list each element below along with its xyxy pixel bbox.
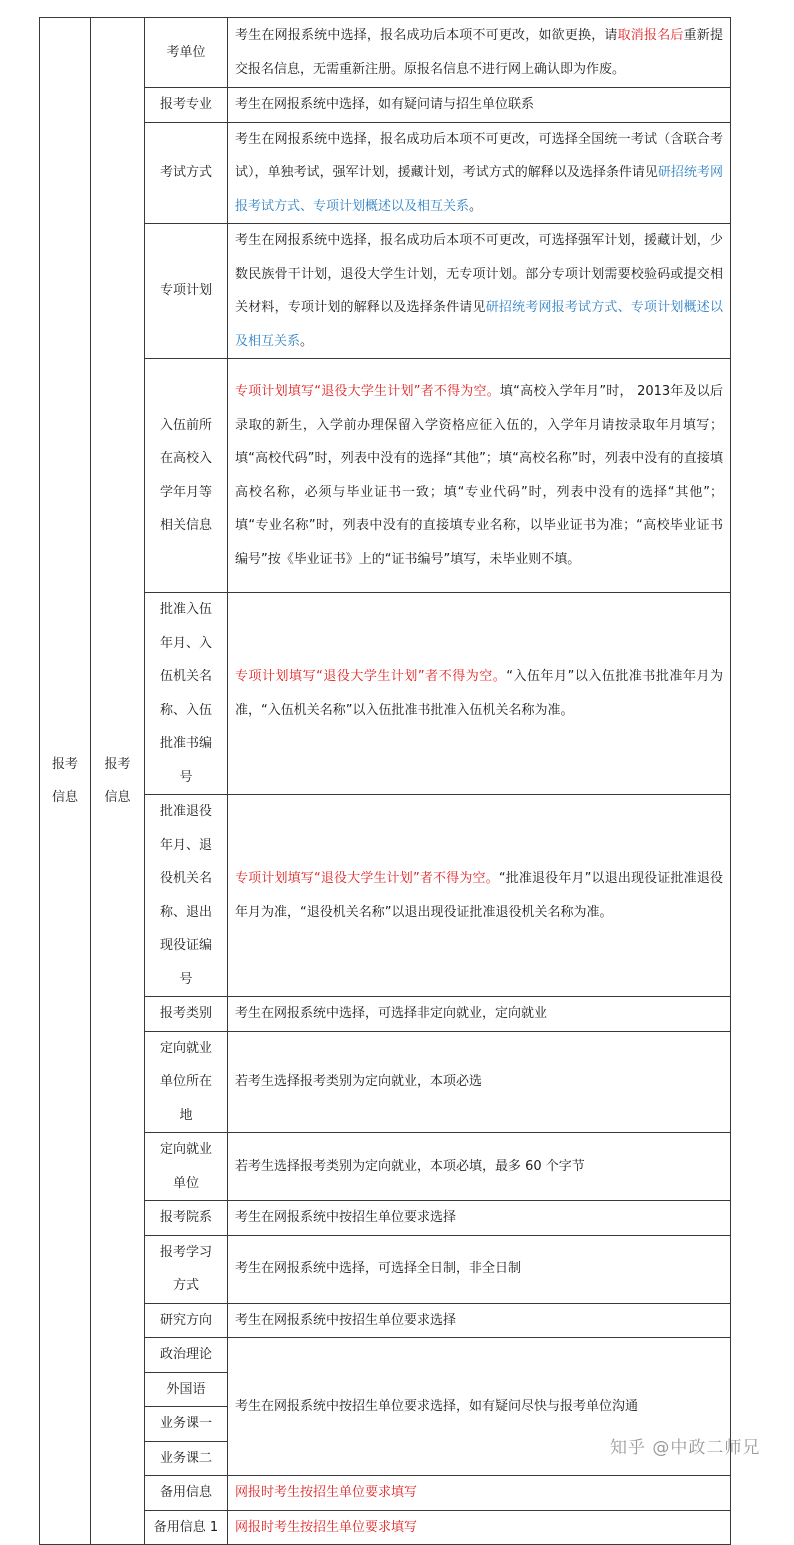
field-name: 定向就业单位	[145, 1133, 228, 1201]
field-description	[228, 18, 731, 88]
desc-text: 填“高校入学年月”时， 2013年及以后录取的新生，入学前办理保留入学资格应征入伍的，入学年月请按录取年月填写；填“高校代码”时，列表中没有的选择“其他”；填“高校名称”时，列表中没有的直接填高校名称，必须与毕业证书一致；填“专业代码”时，列表中没有的选择“其他”；填“专业名称”时，列表中没有的直接填专业名称，以毕业证书为准；“高校毕业证书编号”按《毕业证书》上的“证书编号”填写，未毕业则不填。	[235, 384, 723, 567]
subcategory-cell: 报考信息	[91, 18, 145, 1545]
exam-mode-link[interactable]: 研招统考网报考试方式、专项计划概述以及相互关系	[235, 165, 723, 214]
subject-name: 外国语	[145, 1372, 228, 1407]
field-name: 备用信息	[145, 1476, 228, 1511]
field-name: 备用信息 1	[145, 1510, 228, 1545]
desc-text: 。	[300, 333, 314, 349]
field-name: 研究方向	[145, 1303, 228, 1338]
category-cell: 报考信息	[40, 18, 91, 1545]
desc-text: 重新提交报名信息，无需重新注册。原报名信息不进行网上确认即为作废。	[235, 28, 723, 77]
desc-highlight: 取消报名后	[617, 28, 684, 43]
desc-text: 考生在网报系统中选择，报名成功后本项不可更改，可选择全国统一考试（含联合考试），单独考试，强军计划，援藏计划，考试方式的解释以及选择条件请见	[235, 131, 723, 180]
desc-text: 。	[469, 198, 483, 214]
desc-text: 考生在网报系统中选择，报名成功后本项不可更改，可选择强军计划，援藏计划，少数民族骨干计划，退役大学生计划，无专项计划。部分专项计划需要校验码或提交相关材料，专项计划的解释以及选择条件请见	[235, 233, 723, 315]
special-plan-link[interactable]: 研招统考网报考试方式、专项计划概述以及相互关系	[235, 300, 723, 349]
desc-highlight: 专项计划填写“退役大学生计划”者不得为空。	[235, 871, 499, 886]
field-name: 考试方式	[145, 122, 228, 224]
field-description: 考生在网报系统中选择，可选择非定向就业，定向就业	[228, 997, 731, 1032]
desc-text: 考生在网报系统中选择，报名成功后本项不可更改，如欲更换，请	[235, 28, 618, 43]
field-name: 入伍前所在高校入学年月等相关信息	[145, 359, 228, 593]
field-description	[228, 122, 731, 224]
field-name: 定向就业单位所在地	[145, 1031, 228, 1133]
field-name: 批准入伍年月、入伍机关名称、入伍批准书编号	[145, 593, 228, 795]
registration-info-table	[39, 17, 731, 1545]
field-name: 报考学习方式	[145, 1235, 228, 1303]
field-name: 专项计划	[145, 224, 228, 359]
field-description: 考生在网报系统中按招生单位要求选择	[228, 1303, 731, 1338]
field-description: 若考生选择报考类别为定向就业，本项必填，最多 60 个字节	[228, 1133, 731, 1201]
field-name: 报考院系	[145, 1201, 228, 1236]
field-name: 报考专业	[145, 88, 228, 123]
desc-text: “入伍年月”以入伍批准书批准年月为准，“入伍机关名称”以入伍批准书批准入伍机关名称为准。	[235, 669, 723, 718]
field-description: 考生在网报系统中按招生单位要求选择	[228, 1201, 731, 1236]
field-description	[228, 359, 731, 593]
subject-name: 业务课二	[145, 1441, 228, 1476]
field-description: 网报时考生按招生单位要求填写	[228, 1476, 731, 1511]
requirements-table-container	[39, 17, 730, 1535]
field-name: 报考类别	[145, 997, 228, 1032]
desc-highlight: 专项计划填写“退役大学生计划”者不得为空。	[235, 384, 500, 399]
field-name: 批准退役年月、退役机关名称、退出现役证编号	[145, 795, 228, 997]
desc-highlight: 专项计划填写“退役大学生计划”者不得为空。	[235, 669, 507, 684]
field-description	[228, 593, 731, 795]
field-description: 考生在网报系统中选择，如有疑问请与招生单位联系	[228, 88, 731, 123]
subjects-description: 考生在网报系统中按招生单位要求选择，如有疑问尽快与报考单位沟通	[228, 1338, 731, 1476]
subject-name: 业务课一	[145, 1407, 228, 1442]
field-description	[228, 795, 731, 997]
subject-name: 政治理论	[145, 1338, 228, 1373]
field-description: 网报时考生按招生单位要求填写	[228, 1510, 731, 1545]
field-name: 考单位	[145, 18, 228, 88]
desc-text: “批准退役年月”以退出现役证批准退役年月为准，“退役机关名称”以退出现役证批准退役机关名称为准。	[235, 871, 723, 920]
field-description: 若考生选择报考类别为定向就业，本项必选	[228, 1031, 731, 1133]
zhihu-watermark: 知乎 @中政二师兄	[610, 1438, 761, 1458]
field-description	[228, 224, 731, 359]
field-description: 考生在网报系统中选择，可选择全日制，非全日制	[228, 1235, 731, 1303]
